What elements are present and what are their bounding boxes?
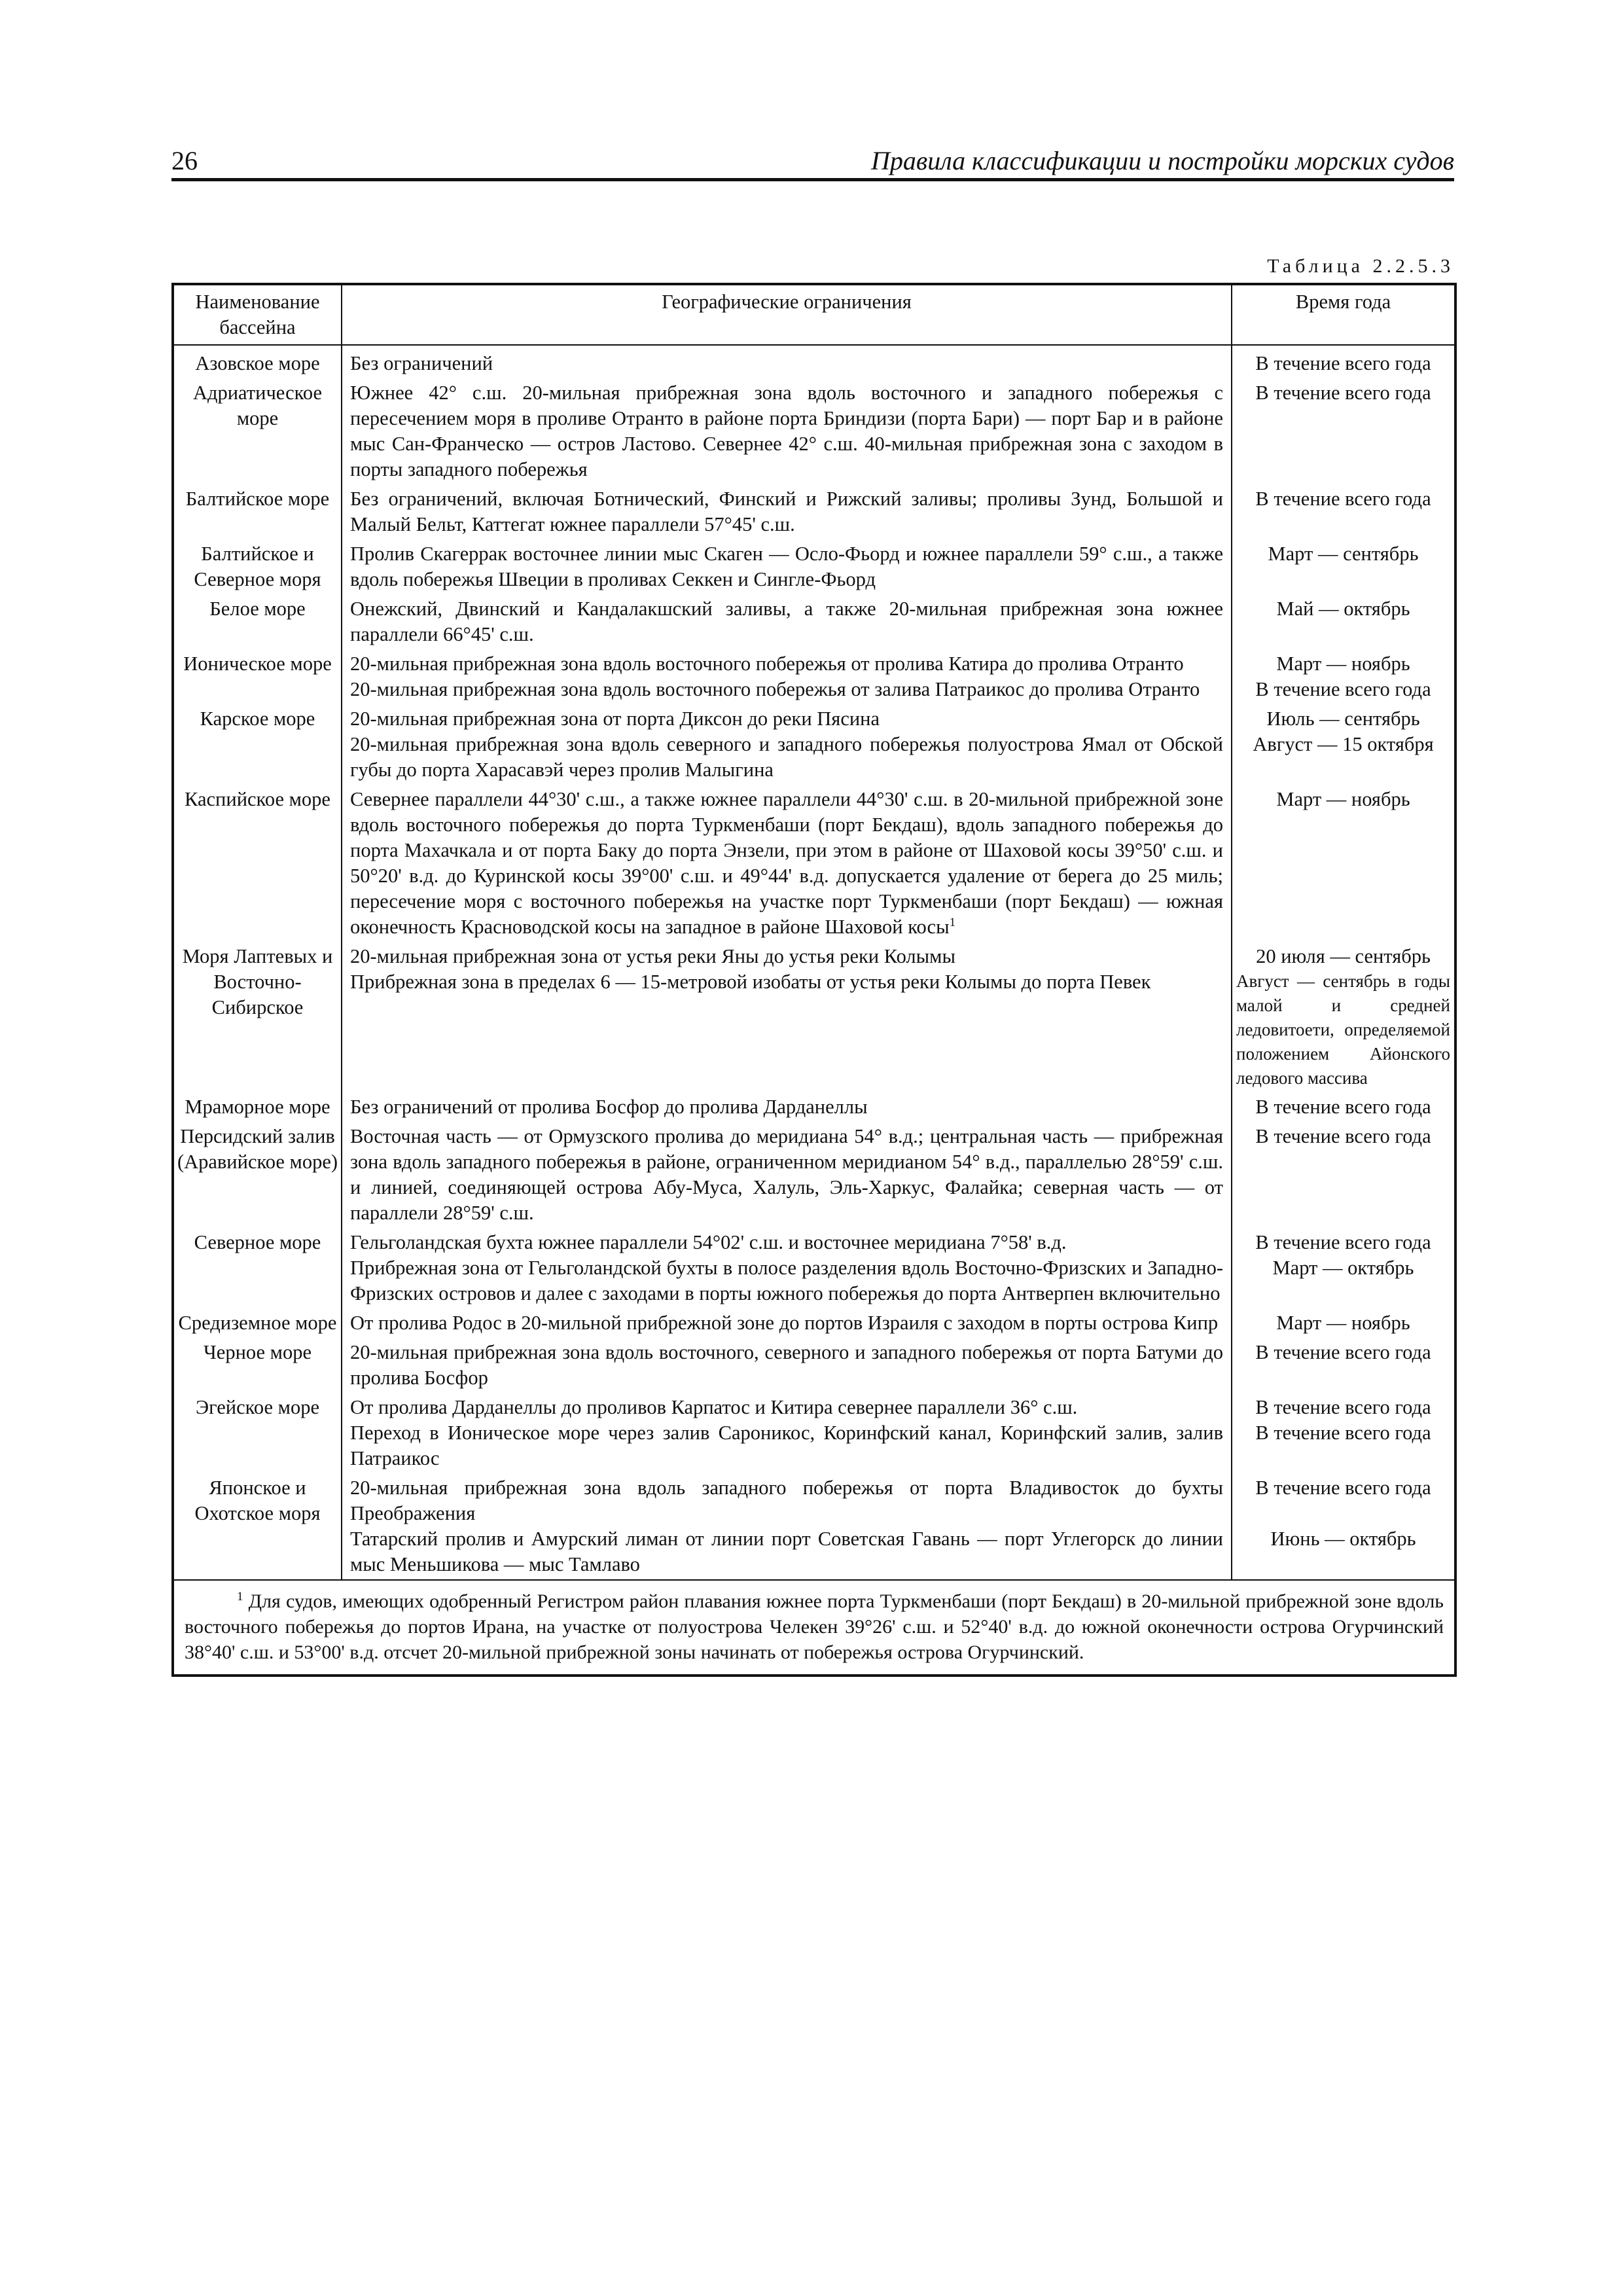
table-caption: Таблица 2.2.5.3 bbox=[1267, 255, 1454, 277]
season-line: Июнь — октябрь bbox=[1270, 1528, 1416, 1550]
geo-limits bbox=[342, 1228, 1232, 1308]
table-row bbox=[173, 539, 1455, 594]
geo-line: 20-мильная прибрежная зона от устья реки Яны до устья реки Колымы bbox=[350, 945, 955, 967]
season-line: Август — 15 октября bbox=[1253, 733, 1434, 755]
header-rule bbox=[171, 178, 1454, 181]
table-row bbox=[173, 942, 1455, 1092]
table-container bbox=[171, 283, 1454, 1677]
table-row bbox=[173, 1092, 1455, 1122]
season-line: В течение всего года bbox=[1255, 1096, 1431, 1118]
season-note: Август — сентябрь в годы малой и средней ледовитоети, определяемой положением Айонского ледового массива bbox=[1236, 971, 1450, 1088]
table-row bbox=[173, 1393, 1455, 1473]
column-header-basin: Наименование бассейна bbox=[173, 284, 342, 345]
table-row bbox=[173, 345, 1455, 378]
basin-name: Белое море bbox=[173, 594, 342, 649]
geo-limits bbox=[342, 378, 1232, 484]
basin-name: Черное море bbox=[173, 1338, 342, 1393]
geo-limits bbox=[342, 1473, 1232, 1580]
basin-name: Каспийское море bbox=[173, 785, 342, 942]
season-line: В течение всего года bbox=[1255, 1125, 1431, 1147]
geo-line: Татарский пролив и Амурский лиман от линии порт Советская Гавань — порт Углегорск до линии мыс Меньшикова — мыс Тамлаво bbox=[350, 1528, 1223, 1575]
table-row bbox=[173, 1122, 1455, 1228]
page-header bbox=[171, 145, 1454, 179]
season-line: Июль — сентябрь bbox=[1266, 708, 1420, 730]
geo-line: Онежский, Двинский и Кандалакшский заливы, а также 20-мильная прибрежная зона южнее параллели 66°45' с.ш. bbox=[350, 598, 1223, 645]
table-row bbox=[173, 704, 1455, 785]
season bbox=[1232, 345, 1455, 378]
basin-name: Японское и Охотское моря bbox=[173, 1473, 342, 1580]
season bbox=[1232, 1092, 1455, 1122]
basin-name: Персидский залив (Аравийское море) bbox=[173, 1122, 342, 1228]
table-row bbox=[173, 594, 1455, 649]
season-line: Март — ноябрь bbox=[1276, 653, 1410, 675]
basin-name: Карское море bbox=[173, 704, 342, 785]
geo-line: 20-мильная прибрежная зона от порта Диксон до реки Пясина bbox=[350, 708, 880, 730]
basin-name: Мраморное море bbox=[173, 1092, 342, 1122]
geo-limits bbox=[342, 594, 1232, 649]
season bbox=[1232, 378, 1455, 484]
geo-line: 20-мильная прибрежная зона вдоль восточного побережья от залива Патраикос до пролива Отранто bbox=[350, 678, 1200, 700]
season-line: В течение всего года bbox=[1255, 352, 1431, 374]
season-line: Март — ноябрь bbox=[1276, 788, 1410, 810]
season-line: В течение всего года bbox=[1255, 382, 1431, 404]
season bbox=[1232, 1393, 1455, 1473]
season-line: В течение всего года bbox=[1255, 1341, 1431, 1363]
season bbox=[1232, 1308, 1455, 1338]
basin-name: Ионическое море bbox=[173, 649, 342, 704]
geo-line: Севернее параллели 44°30' с.ш., а также южнее параллели 44°30' с.ш. в 20-мильной прибрежной зоне вдоль восточного побережья до порта Туркменбаши (порт Бекдаш), вдоль западного побережья до порта Махачкала и от порта Баку до порта Энзели, при этом в районе от Шаховой косы 39°50' с.ш. и 50°20' в.д. до Куринской косы 39°00' с.ш. и 49°44' в.д. допускается удаление от берега до 25 миль; пересечение моря с восточного побережья на участке порт Туркменбаши (порт Бекдаш) — южная оконечность Красноводской косы на западное в районе Шаховой косы bbox=[350, 788, 1223, 938]
season-line: В течение всего года bbox=[1255, 488, 1431, 510]
season-line: В течение всего года bbox=[1255, 1422, 1431, 1444]
geo-line: Пролив Скагеррак восточнее линии мыс Скаген — Осло-Фьорд и южнее параллели 59° с.ш., а также вдоль побережья Швеции в проливах Секкен и Сингле-Фьорд bbox=[350, 543, 1223, 590]
geo-limits bbox=[342, 484, 1232, 539]
season-line: Март — октябрь bbox=[1272, 1257, 1414, 1279]
basin-name: Балтийское и Северное моря bbox=[173, 539, 342, 594]
season bbox=[1232, 785, 1455, 942]
geo-line: От пролива Дарданеллы до проливов Карпатос и Китира севернее параллели 36° с.ш. bbox=[350, 1396, 1078, 1418]
season-line: Март — ноябрь bbox=[1276, 1312, 1410, 1334]
season bbox=[1232, 942, 1455, 1092]
basin-name: Адриатическое море bbox=[173, 378, 342, 484]
basin-name: Северное море bbox=[173, 1228, 342, 1308]
footnote-text: Для судов, имеющих одобренный Регистром район плавания южнее порта Туркменбаши (порт Бекдаш) в 20-мильной прибрежной зоне вдоль восточного побережья до портов Ирана, на участке от полуострова Челекен 39°26' с.ш. и 52°40' в.д. до южной оконечности острова Огурчинский 38°40' с.ш. и 53°00' в.д. отсчет 20-мильной прибрежной зоны начинать от побережья острова Огурчинский. bbox=[185, 1590, 1444, 1663]
table-row bbox=[173, 1308, 1455, 1338]
basin-name: Эгейское море bbox=[173, 1393, 342, 1473]
geo-limits bbox=[342, 704, 1232, 785]
page-number: 26 bbox=[171, 146, 198, 175]
season-line: В течение всего года bbox=[1255, 1231, 1431, 1253]
season bbox=[1232, 484, 1455, 539]
basin-name: Азовское море bbox=[173, 345, 342, 378]
footnote-mark: 1 bbox=[237, 1590, 243, 1604]
geo-line: Без ограничений, включая Ботнический, Финский и Рижский заливы; проливы Зунд, Большой и Малый Бельт, Каттегат южнее параллели 57°45' с.ш. bbox=[350, 488, 1223, 535]
geo-line: Южнее 42° с.ш. 20-мильная прибрежная зона вдоль восточного и западного побережья с пересечением моря в проливе Отранто в районе порта Бриндизи (порта Бари) — порт Бар и в районе мыс Сан-Франческо — остров Ластово. Севернее 42° с.ш. 40-мильная прибрежная зона с заходом в порты западного побережья bbox=[350, 382, 1223, 480]
geo-line: Восточная часть — от Ормузского пролива до меридиана 54° в.д.; центральная часть — прибрежная зона вдоль западного побережья в районе, ограниченном меридианом 54° в.д., параллелью 28°59' с.ш. и линией, соединяющей острова Абу-Муса, Халуль, Эль-Харкус, Фалайка; северная часть — от параллели 28°59' с.ш. bbox=[350, 1125, 1223, 1224]
column-header-geo: Географические ограничения bbox=[342, 284, 1232, 345]
table-footnote-row bbox=[173, 1580, 1455, 1676]
season bbox=[1232, 704, 1455, 785]
geo-line: Без ограничений от пролива Босфор до пролива Дарданеллы bbox=[350, 1096, 868, 1118]
season-line: 20 июля — сентябрь bbox=[1256, 945, 1431, 967]
geo-limits bbox=[342, 1122, 1232, 1228]
table-row bbox=[173, 1473, 1455, 1580]
footnote-ref: 1 bbox=[949, 915, 956, 929]
geo-line: Прибрежная зона в пределах 6 — 15-метровой изобаты от устья реки Колымы до порта Певек bbox=[350, 971, 1151, 993]
season bbox=[1232, 1228, 1455, 1308]
table-row bbox=[173, 1228, 1455, 1308]
geo-line: Гельголандская бухта южнее параллели 54°02' с.ш. и восточнее меридиана 7°58' в.д. bbox=[350, 1231, 1067, 1253]
season-line: В течение всего года bbox=[1255, 678, 1431, 700]
column-header-season: Время года bbox=[1232, 284, 1455, 345]
geo-line: Переход в Ионическое море через залив Сароникос, Коринфский канал, Коринфский залив, залив Патраикос bbox=[350, 1422, 1223, 1469]
geo-limits bbox=[342, 785, 1232, 942]
geo-line: Прибрежная зона от Гельголандской бухты в полосе разделения вдоль Восточно-Фризских и Западно-Фризских островов и далее с заходами в порты южного побережья до порта Антверпен включительно bbox=[350, 1257, 1223, 1304]
geo-line: 20-мильная прибрежная зона вдоль северного и западного побережья полуострова Ямал от Обской губы до порта Харасавэй через пролив Малыгина bbox=[350, 733, 1223, 781]
running-title: Правила классификации и постройки морских судов bbox=[870, 146, 1454, 175]
table-header-row bbox=[173, 284, 1455, 345]
geo-limits bbox=[342, 1393, 1232, 1473]
geo-limits bbox=[342, 345, 1232, 378]
basin-name: Балтийское море bbox=[173, 484, 342, 539]
season bbox=[1232, 539, 1455, 594]
geo-limits bbox=[342, 942, 1232, 1092]
geo-limits bbox=[342, 649, 1232, 704]
season-line: Март — сентябрь bbox=[1268, 543, 1419, 565]
geo-limits bbox=[342, 1338, 1232, 1393]
season bbox=[1232, 649, 1455, 704]
table-row bbox=[173, 484, 1455, 539]
geo-line: 20-мильная прибрежная зона вдоль западного побережья от порта Владивосток до бухты Преображения bbox=[350, 1477, 1223, 1524]
season-line: В течение всего года bbox=[1255, 1477, 1431, 1499]
geo-limits bbox=[342, 1092, 1232, 1122]
table-row bbox=[173, 649, 1455, 704]
navigation-limits-table bbox=[171, 283, 1457, 1677]
table-row bbox=[173, 378, 1455, 484]
season-line: В течение всего года bbox=[1255, 1396, 1431, 1418]
geo-line: 20-мильная прибрежная зона вдоль восточного побережья от пролива Катира до пролива Отранто bbox=[350, 653, 1184, 675]
table-row bbox=[173, 1338, 1455, 1393]
geo-line: 20-мильная прибрежная зона вдоль восточного, северного и западного побережья от порта Батуми до пролива Босфор bbox=[350, 1341, 1223, 1389]
season bbox=[1232, 1473, 1455, 1580]
table-footnote bbox=[173, 1580, 1455, 1676]
geo-line: Без ограничений bbox=[350, 352, 493, 374]
basin-name: Средиземное море bbox=[173, 1308, 342, 1338]
season-line: Май — октябрь bbox=[1276, 598, 1410, 620]
geo-line: От пролива Родос в 20-мильной прибрежной зоне до портов Израиля с заходом в порты острова Кипр bbox=[350, 1312, 1219, 1334]
geo-limits bbox=[342, 1308, 1232, 1338]
basin-name: Моря Лаптевых и Восточно-Сибирское bbox=[173, 942, 342, 1092]
season bbox=[1232, 594, 1455, 649]
season bbox=[1232, 1122, 1455, 1228]
table-row bbox=[173, 785, 1455, 942]
geo-limits bbox=[342, 539, 1232, 594]
season bbox=[1232, 1338, 1455, 1393]
